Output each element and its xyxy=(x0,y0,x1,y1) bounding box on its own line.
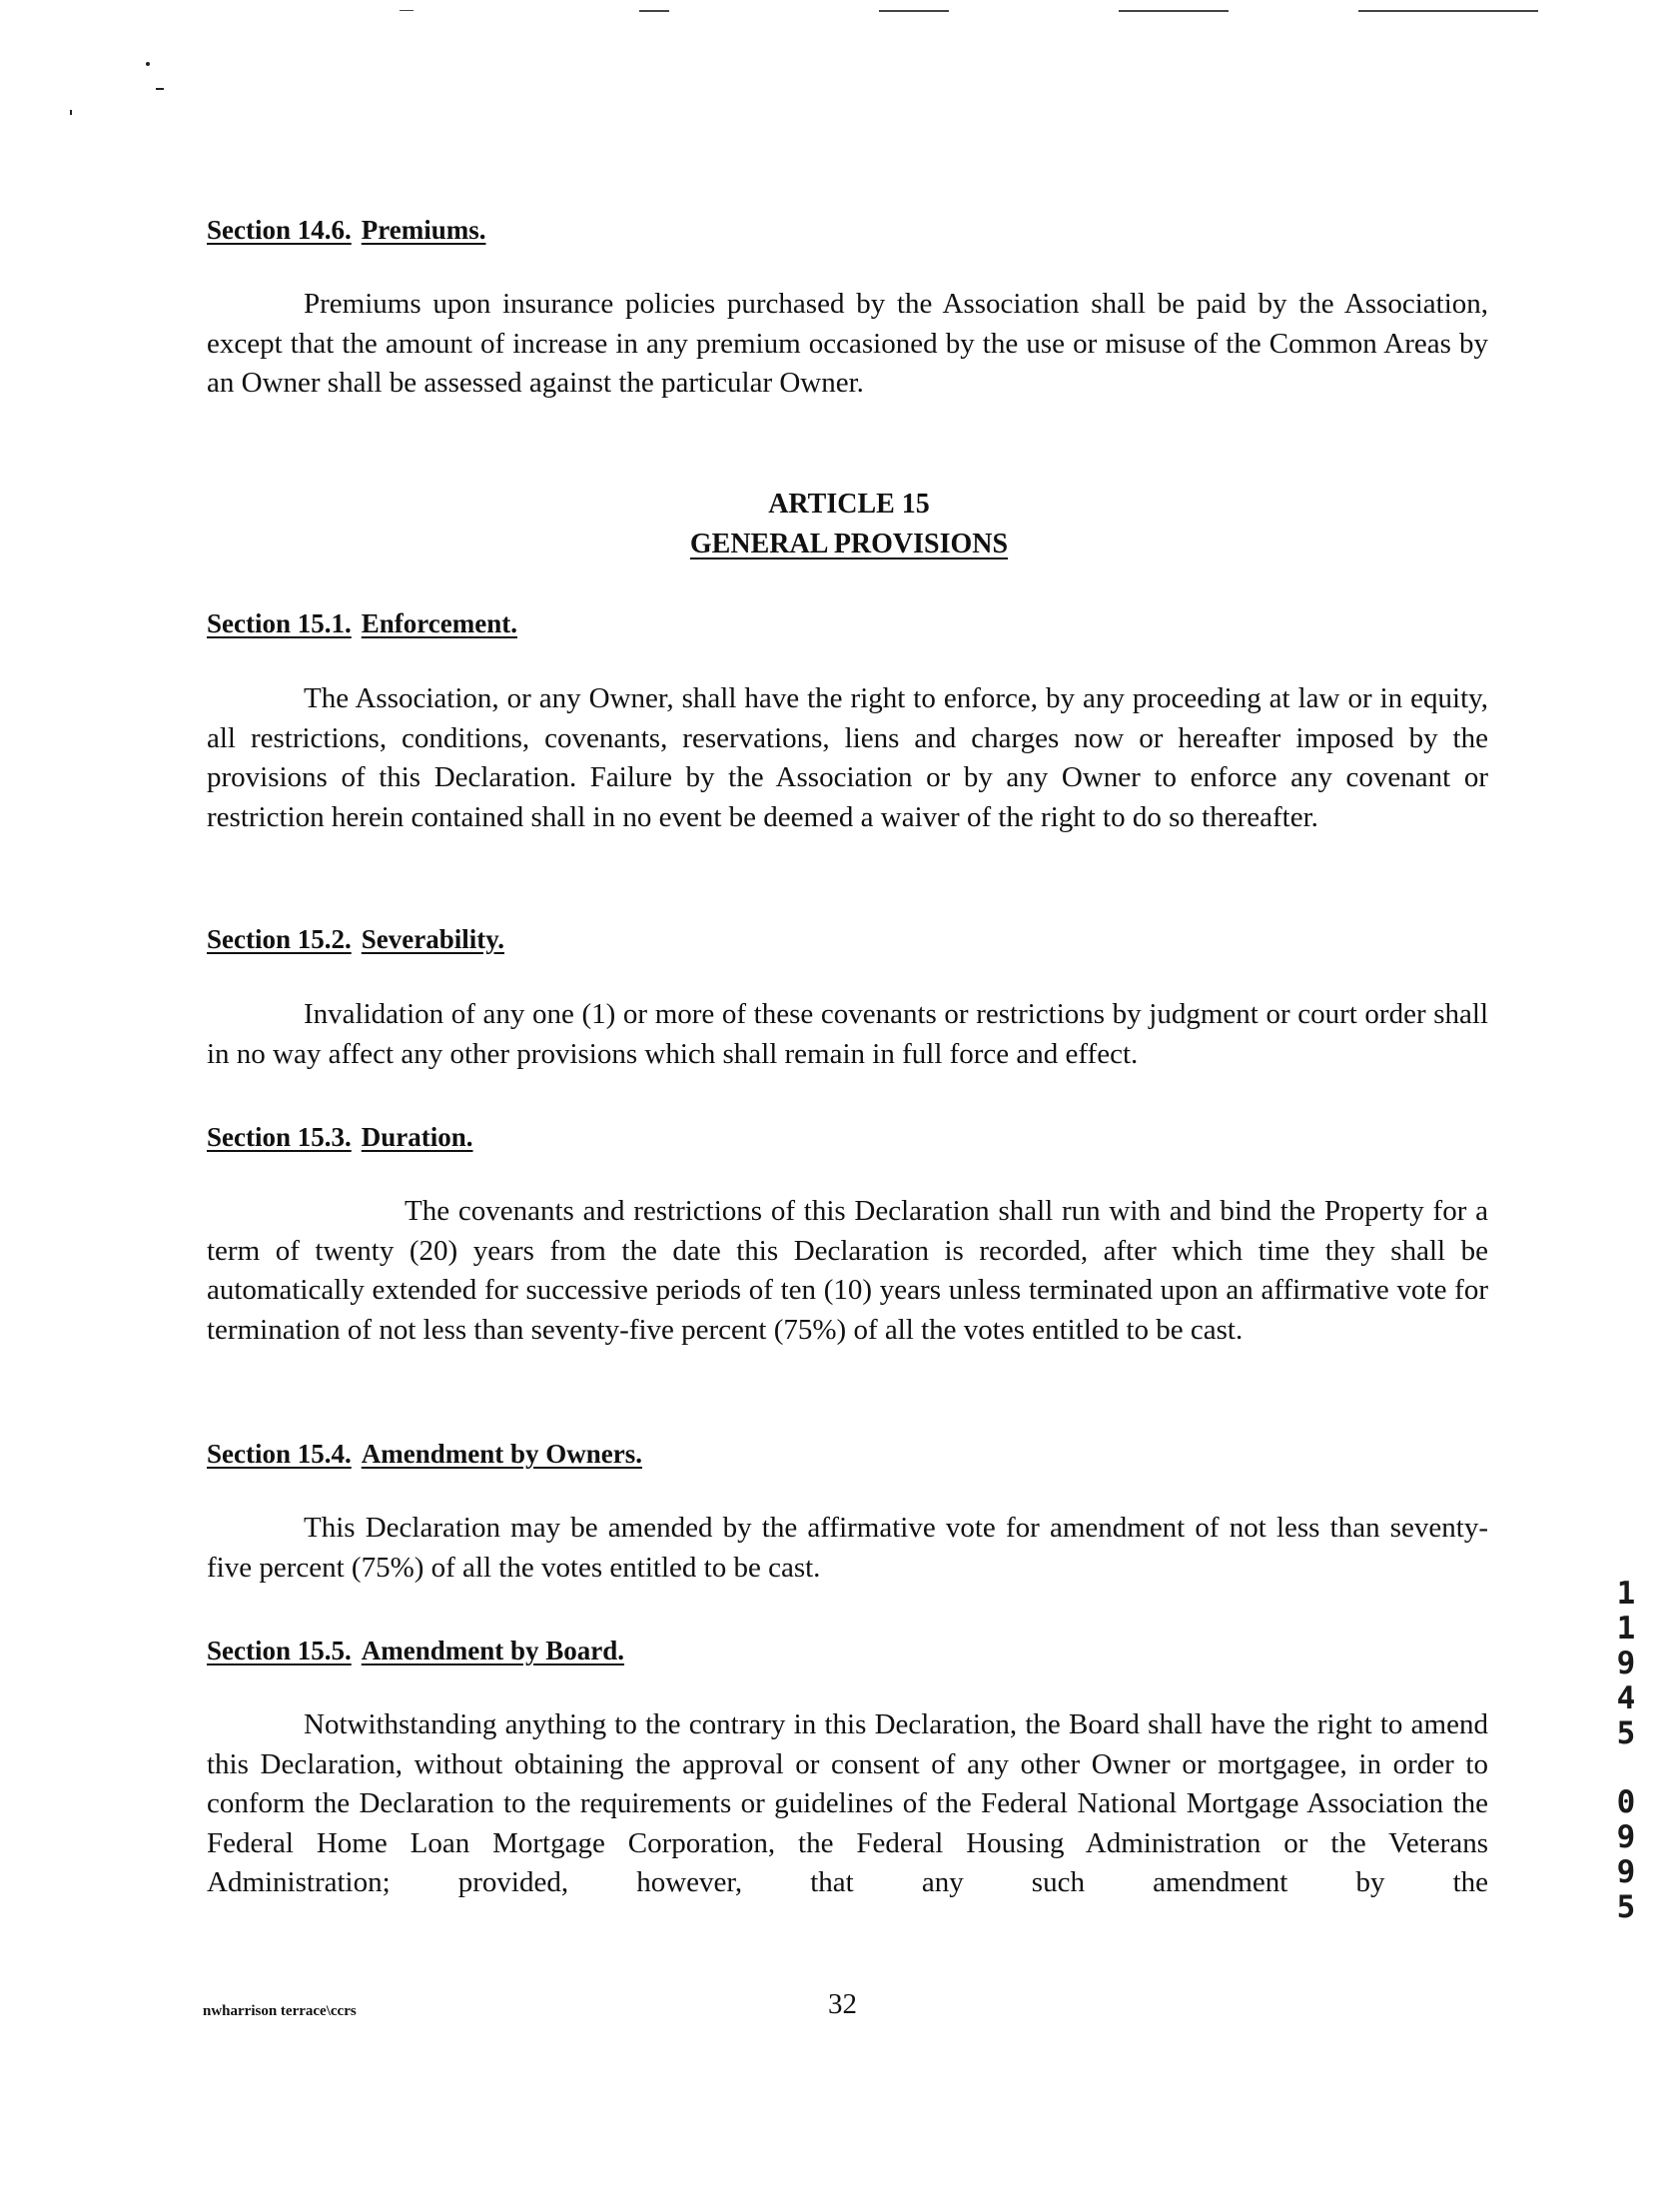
section-number: Section 15.2. xyxy=(207,924,352,954)
section-number: Section 15.1. xyxy=(207,608,352,638)
scan-artifact-line xyxy=(400,10,414,11)
section-title: Amendment by Owners. xyxy=(361,1439,642,1469)
section-body: The Association, or any Owner, shall have the right to enforce, by any proceeding at law or in equity, all restrictions, conditions, covenants, reservations, liens and charges now or hereafter imposed by the provisions of this Declaration. Failure by the Association or by any Owner to enforce any covenant or restriction herein contained shall in no event be deemed a waiver of the right to do so thereafter. xyxy=(207,682,1488,833)
section-body: Premiums upon insurance policies purchased by the Association shall be paid by the Association, except that the amount of increase in any premium occasioned by the use or misuse of the Common Areas by an Owner shall be assessed against the particular Owner. xyxy=(207,288,1488,399)
section-number: Section 14.6. xyxy=(207,215,352,245)
section-heading xyxy=(207,1122,473,1153)
stamp-digit: 5 xyxy=(1616,1889,1636,1925)
section-body: This Declaration may be amended by the affirmative vote for amendment of not less than seventy-five percent (75%) of all the votes entitled to be cast. xyxy=(207,1512,1488,1584)
section-number: Section 15.3. xyxy=(207,1122,352,1152)
article-heading xyxy=(0,485,1673,564)
section-heading xyxy=(207,924,504,955)
section-heading xyxy=(207,608,517,639)
section-title: Enforcement. xyxy=(361,608,517,638)
stamp-digit: 1 xyxy=(1616,1611,1636,1647)
section-title: Duration. xyxy=(361,1122,473,1152)
stamp-digit: 0 xyxy=(1616,1784,1636,1820)
scan-artifact-line xyxy=(879,10,949,12)
section-body: Invalidation of any one (1) or more of these covenants or restrictions by judgment or court order shall in no way affect any other provisions which shall remain in full force and effect. xyxy=(207,998,1488,1070)
stamp-digit: 9 xyxy=(1616,1646,1636,1681)
section-body: The covenants and restrictions of this Declaration shall run with and bind the Property for a term of twenty (20) years from the date this Declaration is recorded, after which time they shall be automatically extended for successive periods of ten (10) years unless terminated upon an affirmative vote for termination of not less than seventy-five percent (75%) of all the votes entitled to be cast. xyxy=(207,1195,1488,1346)
scan-artifact-line xyxy=(1358,10,1538,12)
section-title: Severability. xyxy=(361,924,504,954)
scan-artifact-dot xyxy=(156,88,164,90)
recording-stamp xyxy=(1606,1577,1646,1925)
stamp-digit: 1 xyxy=(1616,1576,1636,1612)
scan-artifact-dot xyxy=(70,110,72,115)
section-heading xyxy=(207,1439,642,1470)
page-number: 32 xyxy=(828,1988,857,2020)
scan-artifact-line xyxy=(639,10,669,12)
article-title: GENERAL PROVISIONS xyxy=(689,529,1009,559)
section-title: Premiums. xyxy=(361,215,486,245)
stamp-digit: 5 xyxy=(1616,1715,1636,1751)
stamp-digit: 9 xyxy=(1616,1854,1636,1890)
section-number: Section 15.4. xyxy=(207,1439,352,1469)
stamp-digit: 9 xyxy=(1616,1819,1636,1855)
section-heading xyxy=(207,215,485,246)
stamp-digit: 4 xyxy=(1616,1680,1636,1716)
scan-artifact-dot xyxy=(146,62,150,66)
footer-file-path: nwharrison terrace\ccrs xyxy=(203,2003,357,2019)
stamp-gap xyxy=(1606,1751,1646,1785)
section-number: Section 15.5. xyxy=(207,1636,352,1665)
section-body: Notwithstanding anything to the contrary in this Declaration, the Board shall have the right to amend this Declaration, without obtaining the approval or consent of any other Owner or mortgagee, in order to conform the Declaration to the requirements or guidelines of the Federal National Mortgage Association the Federal Home Loan Mortgage Corporation, the Federal Housing Administration or the Veterans Administration; provided, however, that any such amendment by the xyxy=(207,1708,1488,1898)
section-title: Amendment by Board. xyxy=(361,1636,625,1665)
section-heading xyxy=(207,1636,624,1666)
scan-artifact-line xyxy=(1119,10,1229,12)
article-number: ARTICLE 15 xyxy=(768,489,930,520)
